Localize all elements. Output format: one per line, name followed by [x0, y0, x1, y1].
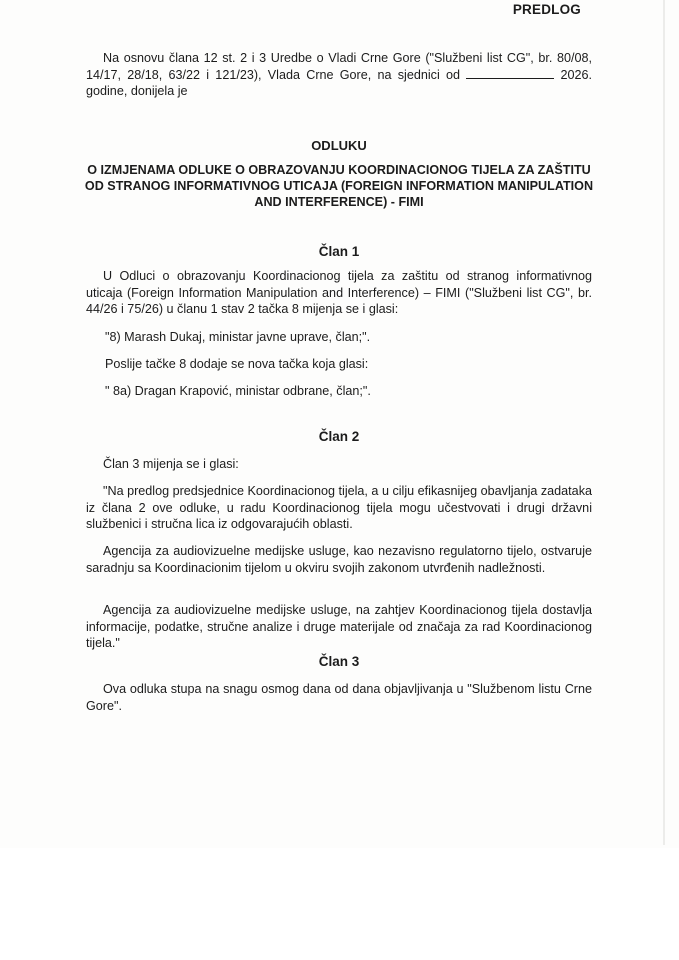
document-title: ODLUKU [311, 138, 367, 153]
preamble-paragraph [86, 50, 592, 100]
date-blank-line [466, 67, 554, 79]
document-subtitle: O IZMJENAMA ODLUKE O OBRAZOVANJU KOORDINACIONOG TIJELA ZA ZAŠTITU OD STRANOG INFORMATIVNOG UTICAJA (FOREIGN INFORMATION MANIPULATION AND INTERFERENCE) - FIMI [84, 163, 594, 209]
article-2-paragraph-4: Agencija za audiovizuelne medijske usluge, na zahtjev Koordinacionog tijela dostavlja informacije, podatke, stručne analize i druge materijale od značaja za rad Koordinacionog tijela." [86, 603, 592, 650]
preamble-text-1: Na osnovu člana 12 st. 2 i 3 Uredbe o Vladi Crne Gore ("Službeni list CG", br. 80/08, 14/17, 28/18, 63/22 i 121/23), Vlada Crne Gore, na sjednici od [86, 51, 592, 82]
article-1-paragraph-1: U Odluci o obrazovanju Koordinacionog tijela za zaštitu od stranog informativnog uticaja (Foreign Information Manipulation and Interference) – FIMI ("Službeni list CG", br. 44/26 i 75/26) u članu 1 stav 2 tačka 8 mijenja se i glasi: [86, 269, 592, 316]
article-2-paragraph-1: Član 3 mijenja se i glasi: [103, 457, 239, 471]
preamble-text-2: 2026. godine, donijela je [86, 67, 593, 98]
article-1-paragraph-4: " 8a) Dragan Krapović, ministar odbrane, član;". [105, 384, 371, 398]
page-bottom-margin [0, 848, 679, 960]
article-2-paragraph-3: Agencija za audiovizuelne medijske usluge, kao nezavisno regulatorno tijelo, ostvaruje saradnju sa Koordinacionim tijelom u okviru svojih zakonom utvrđenih nadležnosti. [86, 544, 592, 575]
article-3-paragraph-1: Ova odluka stupa na snagu osmog dana od dana objavljivanja u "Službenom listu Crne Gore". [86, 682, 592, 713]
page-edge-line [663, 0, 665, 845]
article-2-heading: Član 2 [318, 429, 360, 444]
article-3-heading: Član 3 [318, 654, 360, 669]
article-2-paragraph-2: "Na predlog predsjednice Koordinacionog tijela, a u cilju efikasnijeg obavljanja zadataka iz člana 2 ove odluke, u radu Koordinacionog tijela mogu učestvovati i drugi državni službenici i stručna lica iz odgovarajućih oblasti. [86, 484, 592, 531]
article-1-heading: Član 1 [318, 244, 360, 259]
predlog-label: PREDLOG [512, 2, 581, 17]
article-1-paragraph-3: Poslije tačke 8 dodaje se nova tačka koja glasi: [105, 357, 369, 371]
article-1-paragraph-2: "8) Marash Dukaj, ministar javne uprave, član;". [105, 330, 371, 344]
